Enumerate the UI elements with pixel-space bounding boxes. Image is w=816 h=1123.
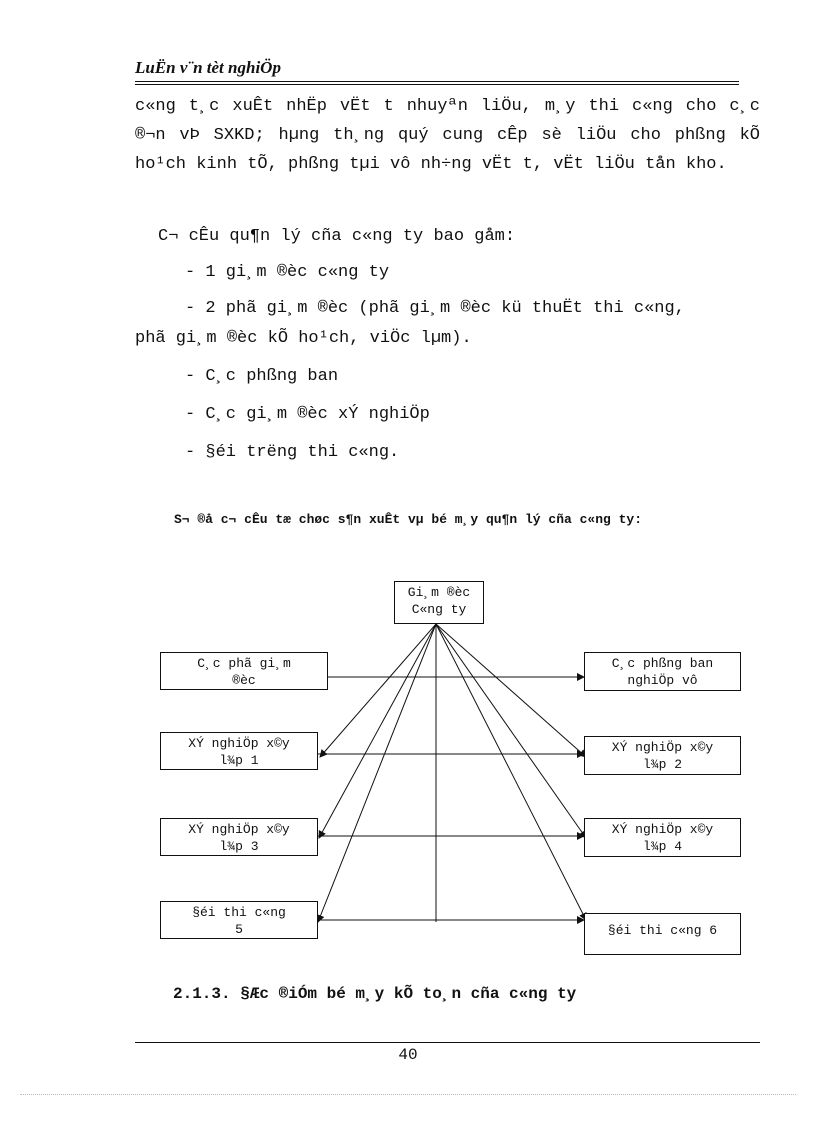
connector-line (436, 624, 586, 838)
connector-line (436, 624, 586, 757)
org-node-vice-directors: C¸c phã gi¸m ®èc (160, 652, 328, 690)
connector-line (319, 624, 436, 838)
org-node-director: Gi¸m ®èc C«ng ty (394, 581, 484, 624)
connector-line (318, 624, 436, 922)
connector-line (320, 624, 436, 757)
list-item: - C¸c gi¸m ®èc xÝ nghiÖp (185, 405, 430, 424)
structure-intro: C¬ cÊu qu¶n lý cña c«ng ty bao gåm: (158, 227, 516, 246)
page-header: LuËn v¨n tèt nghiÖp (135, 58, 281, 77)
list-item: - 1 gi¸m ®èc c«ng ty (185, 263, 390, 282)
org-node-team-5: §éi thi c«ng 5 (160, 901, 318, 939)
page-number: 40 (398, 1046, 418, 1064)
list-item-continuation: phã gi¸m ®èc kÕ ho¹ch, viÖc lµm). (135, 329, 472, 348)
list-item: - C¸c phßng ban (185, 367, 339, 386)
body-paragraph: c«ng t¸c xuÊt nhËp vËt t nhuyªn liÖu, m¸y thi c«ng cho c¸c ®¬n vÞ SXKD; hµng th¸ng quý cung cÊp sè liÖu cho phßng kÕ ho¹ch kinh tÕ, phßng tµi vô nh÷ng vËt t, vËt liÖu tån kho. (135, 97, 760, 174)
org-node-enterprise-4: XÝ nghiÖp x©y l¾p 4 (584, 818, 741, 857)
org-node-team-6: §éi thi c«ng 6 (584, 913, 741, 955)
footer-rule (135, 1042, 760, 1043)
list-item: - §éi trëng thi c«ng. (185, 443, 400, 462)
org-node-enterprise-2: XÝ nghiÖp x©y l¾p 2 (584, 736, 741, 775)
list-item: - 2 phã gi¸m ®èc (phã gi¸m ®èc kü thuËt thi c«ng, (185, 299, 685, 318)
page-bottom-divider (20, 1094, 796, 1095)
org-node-enterprise-1: XÝ nghiÖp x©y l¾p 1 (160, 732, 318, 770)
section-heading: 2.1.3. §Æc ®iÓm bé m¸y kÕ to¸n cña c«ng ty (173, 985, 577, 1003)
org-node-departments: C¸c phßng ban nghiÖp vô (584, 652, 741, 691)
org-node-enterprise-3: XÝ nghiÖp x©y l¾p 3 (160, 818, 318, 856)
connector-line (436, 624, 586, 920)
diagram-caption: S¬ ®å c¬ cÊu tæ chøc s¶n xuÊt vµ bé m¸y qu¶n lý cña c«ng ty: (173, 512, 643, 527)
